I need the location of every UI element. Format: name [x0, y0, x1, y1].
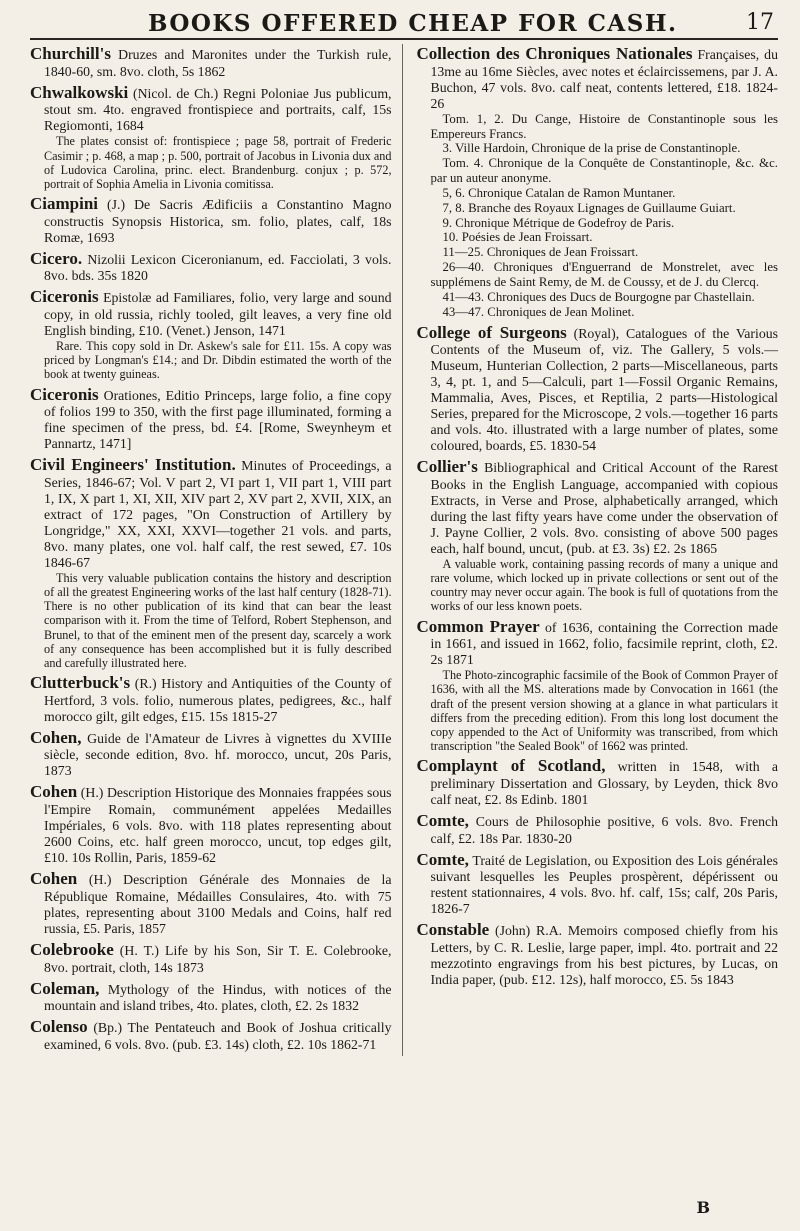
entry-heading: Common Prayer: [416, 616, 540, 636]
entry-heading: Complaynt of Scotland,: [416, 756, 606, 776]
catalogue-entry: [30, 673, 392, 725]
entry-text: Bibliographical and Critical Account of the Rarest Books in the English Language, accompanied with copious Extracts, in Verse and Prose, alphabetically arranged, which during the last fifty years have come under the observation of J. Payne Collier, 2 vols. 8vo. consisting of above 500 pages each, half bound, uncut, (pub. at £3. 3s) £2. 2s 1865: [430, 460, 778, 556]
left-column: [30, 44, 403, 1056]
entry-text: Mythology of the Hindus, with notices of the mountain and island tribes, 4to. plates, cloth, £2. 2s 1832: [44, 981, 392, 1014]
entry-text: Minutes of Proceedings, a Series, 1846-67; Vol. V part 2, VI part 1, VII part 1, VIII part 1, IX, X part 1, XI, XII, XIV part 2, XV part 2, XVII, XIX, an extract of 172 pages, "On Construction of Artillery by Longridge," XX, XXI, XXVI—together 21 vols. and parts, 8vo. many plates, one vol. half calf, the rest sewed, £7. 10s 1846-67: [44, 458, 392, 571]
running-title: BOOKS OFFERED CHEAP FOR CASH.: [148, 10, 678, 37]
entry-text: Traité de Legislation, ou Exposition des Lois générales suivant lesquelles les Peuples prospèrent, dépérissent ou restent stationnaires, 4 vols. 8vo. hf. calf, 15s; calf, 20s Paris, 1826-7: [430, 852, 778, 917]
entry-text: Orationes, Editio Princeps, large folio, a fine copy of folios 199 to 350, with the first page illuminated, forming a fine specimen of the press, bd. £4. [Rome, Sweynheym et Pannartz, 1471]: [44, 387, 392, 452]
entry-text: (John) R.A. Memoirs composed chiefly from his Letters, by C. R. Leslie, large paper, impl. 4to. portrait and 22 mezzotinto engravings from his best pictures, by Lucas, on India paper, (pub. £12. 12s), half morocco, £5. 5s 1843: [430, 923, 778, 987]
entry-text: (H. T.) Life by his Son, Sir T. E. Colebrooke, 8vo. portrait, cloth, 14s 1873: [44, 942, 392, 975]
entry-heading: Comte,: [416, 849, 469, 869]
entry-note: The Photo-zincographic facsimile of the Book of Common Prayer of 1636, with all the MS. alterations made by Convocation in 1661 (the draft of the present version showing at a glance in what particulars it differs from the preceding edition). From this long lost document the copy appended to the Act of Uniformity was transcribed, from which transcription "the Sealed Book" of 1662 was printed.: [430, 668, 778, 753]
entry-note: This very valuable publication contains the history and description of all the greatest Engineering works of the last half century (1828-71). There is no other publication of its kind that can bear the least comparison with it. From the time of Telford, Robert Stephenson, and Brunel, to that of the eminent men of the present day, scarcely a work of any consequence has been accomplished but it is fully described and carefully illustrated here.: [44, 571, 392, 670]
catalogue-entry: [30, 782, 392, 866]
entry-heading: Ciceronis: [30, 384, 99, 404]
entry-heading: Ciampini: [30, 194, 99, 213]
catalogue-entry: [30, 1017, 392, 1053]
volume-line: 26—40. Chroniques d'Enguerrand de Monstrelet, avec les supplémens de Saint Remy, de M. de Coussy, et de J. du Clercq.: [430, 260, 778, 289]
catalogue-entry: [417, 756, 779, 808]
catalogue-entry: [30, 869, 392, 937]
entry-heading: Clutterbuck's: [30, 673, 131, 692]
volume-line: 43—47. Chroniques de Jean Molinet.: [442, 304, 635, 319]
entry-heading: Cohen: [30, 782, 78, 802]
volume-line: 41—43. Chroniques des Ducs de Bourgogne par Chastellain.: [442, 289, 755, 304]
volume-line: 3. Ville Hardoin, Chronique de la prise de Constantinople.: [442, 141, 741, 156]
catalogue-entry: [417, 617, 779, 754]
entry-text: Nizolii Lexicon Ciceronianum, ed. Facciolati, 3 vols. 8vo. bds. 35s 1820: [44, 251, 392, 284]
catalogue-entry: [30, 44, 392, 80]
entry-heading: Coleman,: [30, 978, 100, 998]
entry-text: Druzes and Maronites under the Turkish rule, 1840-60, sm. 8vo. cloth, 5s 1862: [44, 47, 392, 79]
entry-text: Cours de Philosophie positive, 6 vols. 8vo. French calf, £2. 18s Par. 1830-20: [430, 813, 778, 846]
entry-note: The plates consist of: frontispiece ; page 58, portrait of Frederic Casimir ; p. 468, a map ; p. 500, portrait of Jacobus in Livonia dux and of Ludovica Carolina, princ. elect. Brandenburg. conjux ; p. 572, portrait of Sophia Amelia in Livonia comitissa.: [44, 134, 392, 191]
catalogue-entry: [30, 287, 392, 381]
page-number: 17: [746, 10, 774, 35]
entry-heading: Cicero.: [30, 248, 83, 268]
catalogue-entry: [30, 455, 392, 670]
catalogue-entry: [30, 940, 392, 976]
entry-text: (H.) Description Générale des Monnaies de la République Romaine, Médailles Consulaires, 4to. with 75 plates, representing about 3100 Medals and Coins, half red russia, £5. Paris, 1857: [44, 872, 392, 936]
entry-text: (H.) Description Historique des Monnaies frappées sous l'Empire Romain, communément appelées Medailles Impériales, 6 vols. 8vo. with 118 plates representing about 2600 Coins, etc. half green morocco, uncut, top edges gilt, £10. 10s Rollin, Paris, 1859-62: [44, 785, 392, 866]
volume-line: 7, 8. Branche des Royaux Lignages de Guillaume Guiart.: [442, 200, 736, 215]
entry-note: A valuable work, containing passing records of many a unique and rare volume, which locked up in private collections or sent out of the country may never occur again. The book is full of quotations from the works of our less known poets.: [430, 556, 778, 614]
catalogue-entry: [417, 323, 779, 455]
catalogue-entry: [417, 920, 779, 988]
volume-line: 10. Poésies de Jean Froissart.: [442, 230, 593, 245]
entry-heading: Colebrooke: [30, 939, 114, 959]
catalogue-entry: [30, 83, 392, 191]
entry-heading: Comte,: [416, 810, 469, 830]
entry-heading: College of Surgeons: [416, 322, 567, 342]
entry-note: Rare. This copy sold in Dr. Askew's sale for £11. 15s. A copy was priced by Longman's £14.; and Dr. Dibdin estimated the worth of the book at twenty guineas.: [44, 339, 392, 382]
catalogue-entry: [30, 194, 392, 246]
entry-heading: Chwalkowski: [30, 82, 129, 102]
volume-line: 9. Chronique Métrique de Godefroy de Paris.: [442, 215, 675, 230]
entry-text: Françaises, du 13me au 16me Siècles, avec notes et éclaircissemens, par J. A. Buchon, 47 vols. 8vo. calf neat, contents lettered, £18. 1824-26: [430, 47, 778, 111]
volume-line: 11—25. Chroniques de Jean Froissart.: [442, 245, 639, 260]
entry-text: of 1636, containing the Correction made in 1661, and issued in 1662, folio, facsimile reprint, cloth, £2. 2s 1871: [430, 619, 778, 668]
catalogue-entry: [30, 385, 392, 453]
entry-text: (R.) History and Antiquities of the County of Hertford, 3 vols. folio, numerous plates, pedigrees, &c., half morocco gilt, gilt edges, £15. 15s 1815-27: [44, 676, 392, 724]
volume-line: Tom. 4. Chronique de la Conquête de Constantinople, &c. &c. par un auteur anonyme.: [430, 156, 778, 186]
catalogue-entry: [417, 850, 779, 918]
catalogue-entry: [417, 44, 779, 320]
entry-heading: Collection des Chroniques Nationales: [416, 44, 693, 63]
entry-text: (J.) De Sacris Ædificiis a Constantino Magno constructis Synopsis Historica, sm. folio, plates, calf, 18s Romæ, 1693: [44, 197, 392, 245]
catalogue-entry: [30, 728, 392, 780]
entry-text: Epistolæ ad Familiares, folio, very large and sound copy, in old russia, richly tooled, gilt leaves, a very fine old English binding, £10. (Venet.) Jenson, 1471: [44, 290, 392, 339]
two-column-body: [30, 44, 778, 1056]
page-header: [30, 8, 778, 40]
entry-heading: Civil Engineers' Institution.: [30, 455, 236, 475]
signature-mark: B: [696, 1198, 710, 1217]
entry-heading: Ciceronis: [30, 287, 99, 307]
entry-heading: Collier's: [416, 457, 478, 477]
volume-line: Tom. 1, 2. Du Cange, Histoire de Constantinople sous les Empereurs Francs.: [430, 111, 778, 141]
catalogue-entry: [417, 811, 779, 847]
catalogue-entry: [417, 457, 779, 613]
entry-text: written in 1548, with a preliminary Dissertation and Glossary, by Leyden, thick 8vo calf neat, £2. 8s Edinb. 1801: [430, 759, 778, 807]
entry-heading: Cohen: [30, 869, 78, 889]
catalogue-entry: [30, 979, 392, 1015]
volume-line: 5, 6. Chronique Catalan de Ramon Muntaner.: [442, 185, 676, 200]
entry-heading: Churchill's: [30, 44, 111, 63]
entry-text: (Nicol. de Ch.) Regni Poloniae Jus publicum, stout sm. 4to. engraved frontispiece and portraits, calf, 15s Regiomonti, 1684: [44, 85, 392, 134]
catalogue-entry: [30, 249, 392, 285]
entry-heading: Cohen,: [30, 727, 82, 747]
entry-heading: Constable: [416, 920, 490, 940]
right-column: [417, 44, 779, 1056]
entry-heading: Colenso: [30, 1017, 88, 1037]
entry-text: (Royal), Catalogues of the Various Contents of the Museum of, viz. The Gallery, 5 vols.—Museum, Hunterian Collection, 2 parts—Miscellaneous, parts 3, 4, pt. 1, and 5—Calculi, part 1—Fossil Organic Remains, Mammalia, Aves, Pisces, et Reptilia, 2 parts—Histological Series, prepared for the Microscope, 2 vols.—together 16 parts and vols. 4to. illustrated with a large number of plates, some coloured, boards, £5. 1830-54: [430, 325, 779, 454]
entry-text: (Bp.) The Pentateuch and Book of Joshua critically examined, 6 vols. 8vo. (pub. £3. 14s) cloth, £2. 10s 1862-71: [44, 1020, 392, 1053]
entry-text: Guide de l'Amateur de Livres à vignettes du XVIIIe siècle, seconde edition, 8vo. hf. morocco, uncut, 20s Paris, 1873: [44, 730, 392, 779]
